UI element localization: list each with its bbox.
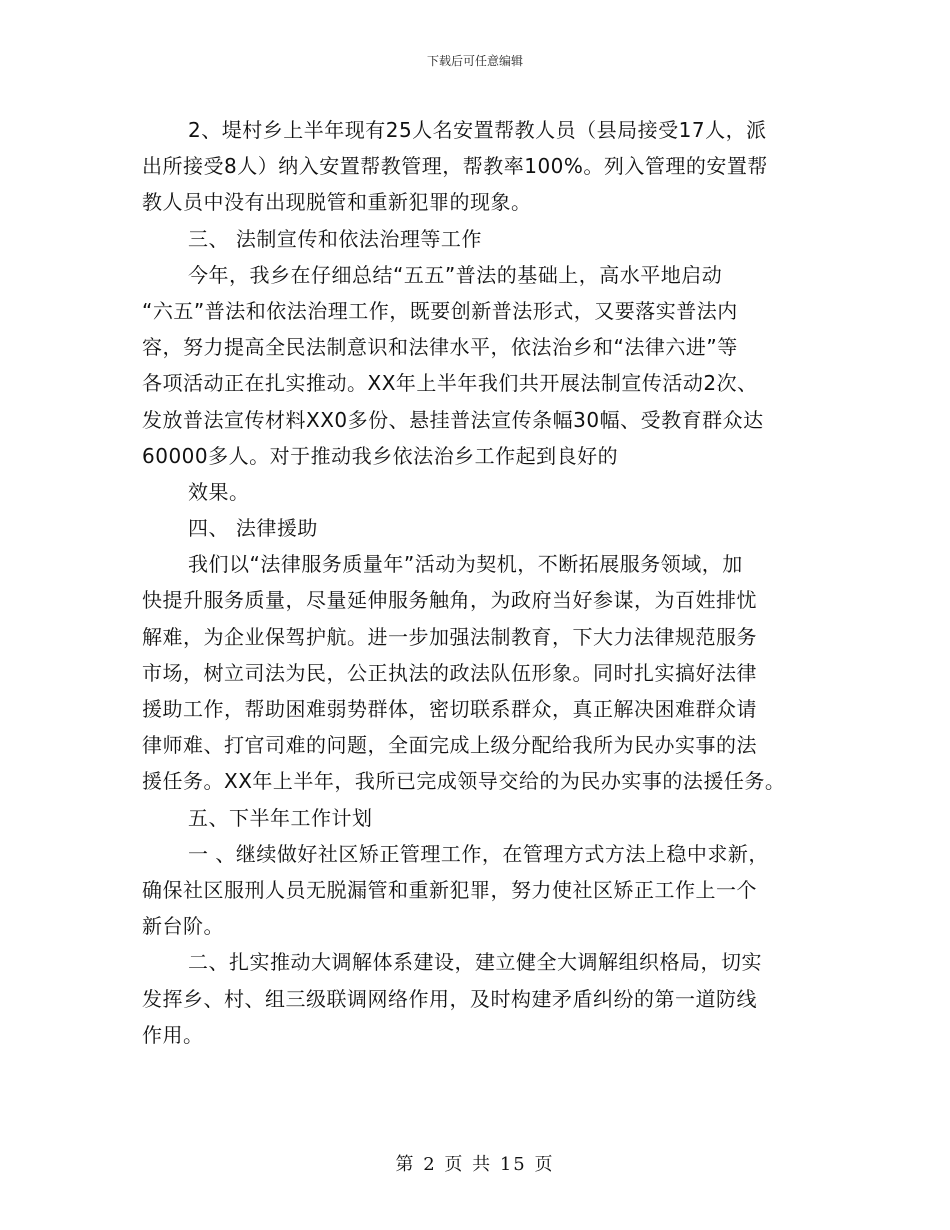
- text-line: “六五”普法和依法治理工作，既要创新普法形式，又要落实普法内: [142, 298, 738, 323]
- text-line: 60000多人。对于推动我乡依法治乡工作起到良好的: [142, 443, 619, 468]
- page-footer: 第 2 页 共 15 页: [395, 1154, 555, 1175]
- text-line: 作用。: [142, 1022, 204, 1047]
- section-heading: 四、 法律援助: [188, 516, 318, 541]
- page-header: 下载后可任意编辑: [426, 54, 523, 68]
- text-line: 出所接受8人）纳入安置帮教管理，帮教率100%。列入管理的安置帮: [142, 154, 768, 179]
- text-line: 律师难、打官司难的问题，全面完成上级分配给我所为民办实事的法: [142, 733, 757, 758]
- text-line: 二、扎实推动大调解体系建设，建立健全大调解组织格局，切实: [188, 950, 762, 975]
- text-line: 发挥乡、村、组三级联调网络作用，及时构建矛盾纠纷的第一道防线: [142, 986, 757, 1011]
- text-line: 容，努力提高全民法制意识和法律水平，依法治乡和“法律六进”等: [142, 335, 738, 360]
- text-line: 2、堤村乡上半年现有25人名安置帮教人员（县局接受17人，派: [188, 118, 767, 142]
- text-line: 新台阶。: [142, 914, 224, 939]
- text-line: 快提升服务质量，尽量延伸服务触角，为政府当好参谋，为百姓排忧: [142, 588, 757, 613]
- text-line: 我们以“法律服务质量年”活动为契机，不断拓展服务领域，加: [188, 552, 743, 577]
- text-line: 效果。: [188, 479, 250, 504]
- text-line: 援助工作，帮助困难弱势群体，密切联系群众，真正解决困难群众请: [142, 697, 757, 721]
- text-line: 发放普法宣传材料XX0多份、悬挂普法宣传条幅30幅、受教育群众达: [142, 407, 764, 432]
- section-heading: 三、 法制宣传和依法治理等工作: [188, 226, 482, 251]
- text-line: 教人员中没有出现脱管和重新犯罪的现象。: [142, 190, 532, 215]
- text-line: 确保社区服刑人员无脱漏管和重新犯罪，努力使社区矫正工作上一个: [142, 877, 757, 902]
- text-line: 援任务。XX年上半年，我所已完成领导交给的为民办实事的法援任务。: [142, 769, 786, 794]
- text-line: 解难，为企业保驾护航。进一步加强法制教育，下大力法律规范服务: [142, 624, 757, 649]
- text-line: 今年，我乡在仔细总结“五五”普法的基础上，高水平地启动: [188, 262, 723, 287]
- body-text: [142, 112, 822, 1053]
- text-line: 一 、继续做好社区矫正管理工作，在管理方式方法上稳中求新，: [188, 841, 769, 866]
- section-heading: 五、下半年工作计划: [188, 805, 373, 830]
- text-line: 各项活动正在扎实推动。XX年上半年我们共开展法制宣传活动2次、: [142, 371, 758, 396]
- text-line: 市场，树立司法为民，公正执法的政法队伍形象。同时扎实搞好法律: [142, 660, 757, 685]
